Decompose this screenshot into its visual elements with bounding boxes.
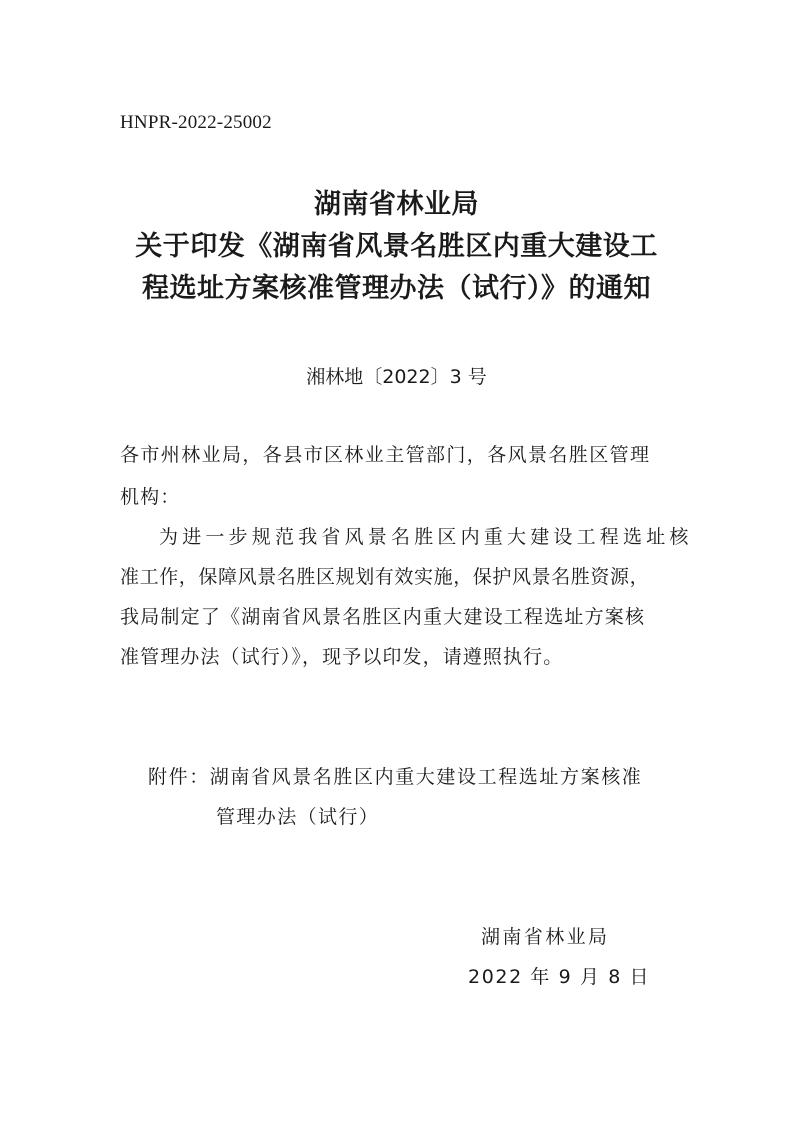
attachment-line-1: 附件：湖南省风景名胜区内重大建设工程选址方案核准 bbox=[148, 766, 643, 788]
document-number: 湘林地〔2022〕3 号 bbox=[306, 366, 487, 388]
addressee-line-2: 机构： bbox=[120, 486, 181, 508]
attachment-line-2: 管理办法（试行） bbox=[216, 806, 380, 828]
document-code: HNPR-2022-25002 bbox=[120, 112, 272, 133]
title-line-1: 湖南省林业局 bbox=[314, 189, 479, 220]
signature-organization: 湖南省林业局 bbox=[481, 926, 610, 948]
signature-date: 2022 年 9 月 8 日 bbox=[468, 966, 651, 988]
title-line-2: 关于印发《湖南省风景名胜区内重大建设工 bbox=[135, 231, 658, 262]
addressee-line-1: 各市州林业局，各县市区林业主管部门，各风景名胜区管理 bbox=[120, 444, 651, 466]
body-line-3: 我局制定了《湖南省风景名胜区内重大建设工程选址方案核 bbox=[120, 606, 646, 628]
title-line-3: 程选址方案核准管理办法（试行）》的通知 bbox=[142, 273, 651, 304]
body-line-2: 准工作，保障风景名胜区规划有效实施，保护风景名胜资源， bbox=[120, 566, 650, 588]
body-line-4: 准管理办法（试行）》，现予以印发，请遵照执行。 bbox=[120, 646, 564, 668]
body-line-1: 为进一步规范我省风景名胜区内重大建设工程选址核 bbox=[159, 526, 693, 548]
